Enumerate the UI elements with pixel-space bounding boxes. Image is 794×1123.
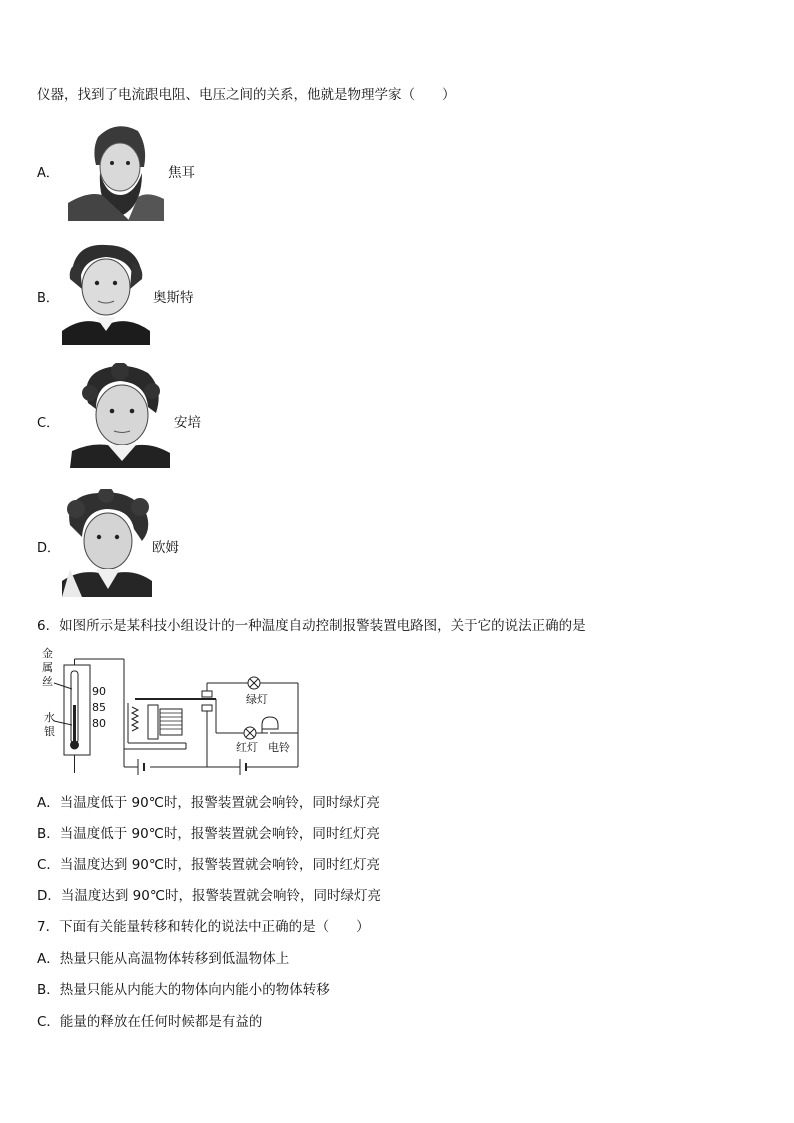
q5-stem-tail: 仪器，找到了电流跟电阻、电压之间的关系，他就是物理学家（ ）: [37, 87, 456, 103]
q6-option-c: C．当温度达到 90℃时，报警装置就会响铃，同时红灯亮: [37, 857, 381, 873]
q7-option-b: B．热量只能从内能大的物体向内能小的物体转移: [37, 982, 330, 998]
wire-label-2: 属: [42, 661, 53, 674]
q6-option-a: A．当温度低于 90℃时，报警装置就会响铃，同时绿灯亮: [37, 795, 380, 811]
scale-85: 85: [92, 701, 106, 714]
q6-stem: 6．如图所示是某科技小组设计的一种温度自动控制报警装置电路图，关于它的说法正确的是: [37, 618, 586, 634]
q5-option-d-letter: D．: [37, 541, 61, 556]
scale-80: 80: [92, 717, 106, 730]
q7-stem: 7．下面有关能量转移和转化的说法中正确的是（ ）: [37, 919, 370, 935]
portrait-joule: [68, 117, 164, 221]
q5-option-a-letter: A．: [37, 166, 59, 181]
q5-option-c-letter: C．: [37, 416, 60, 431]
mercury-label-2: 银: [44, 725, 55, 738]
q5-option-b-letter: B．: [37, 291, 59, 306]
q6-option-d: D．当温度达到 90℃时，报警装置就会响铃，同时绿灯亮: [37, 888, 382, 904]
q7-option-a: A．热量只能从高温物体转移到低温物体上: [37, 951, 290, 967]
portrait-ohm: [62, 489, 152, 597]
q6-option-b: B．当温度低于 90℃时，报警装置就会响铃，同时红灯亮: [37, 826, 380, 842]
wire-label-3: 丝: [42, 675, 53, 688]
bell-label: 电铃: [268, 741, 290, 754]
red-lamp-label: 红灯: [236, 741, 258, 754]
wire-label-1: 金: [42, 647, 53, 660]
q5-option-b-name: 奥斯特: [153, 290, 194, 306]
alarm-circuit-diagram: [40, 645, 302, 775]
portrait-ampere: [70, 363, 170, 468]
electric-bell: [262, 717, 278, 733]
q5-option-c-name: 安培: [174, 415, 201, 431]
portrait-oersted: [62, 241, 150, 345]
q5-option-a-name: 焦耳: [168, 165, 195, 181]
relay-spring: [132, 707, 138, 731]
q5-option-d-name: 欧姆: [152, 540, 179, 556]
q7-option-c: C．能量的释放在任何时候都是有益的: [37, 1014, 263, 1030]
green-lamp-label: 绿灯: [246, 693, 268, 706]
mercury-label-1: 水: [44, 711, 55, 724]
scale-90: 90: [92, 685, 106, 698]
